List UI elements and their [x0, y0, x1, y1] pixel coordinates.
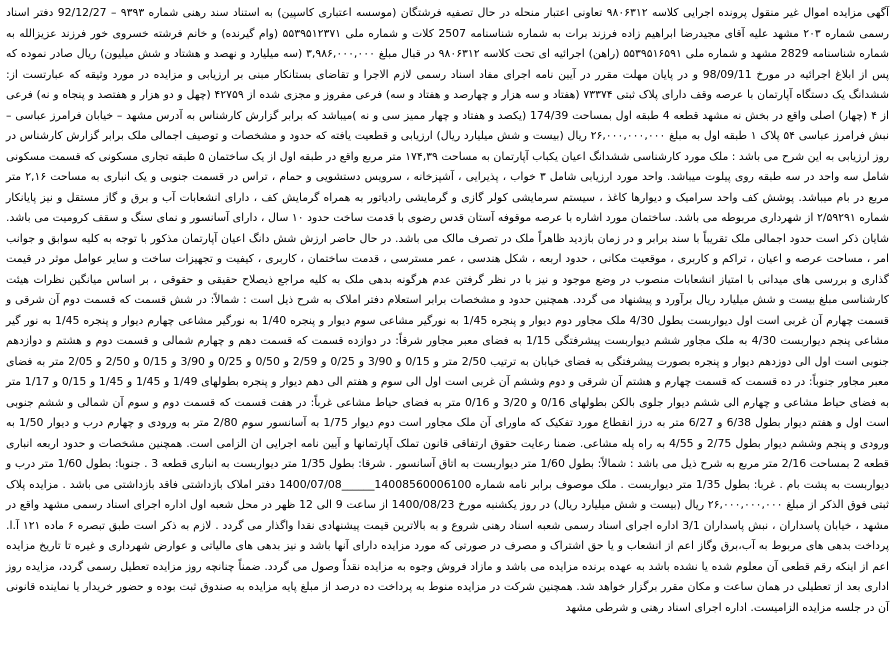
- auction-notice-text: آگهی مزایده اموال غیر منقول پرونده اجرایی کلاسه ۹۸۰۶۳۱۲ تعاونی اعتبار منحله در حال تصفیه فرشتگان (موسسه اعتباری کاسپین) به استناد سند رهنی شماره ۹۳۹۳ – 92/12/27 دفتر اسناد رسمی شماره ۲۰۳ مشهد علیه آقای مجیدرضا ابراهیم زاده فرزند برات به شماره شناسنامه 2507 کلات و شماره ملی ۵۵۳۹۵۱۲۳۷۱ (وام گیرنده) و خانم فرشته خسروی خور فرزند عزیزالله به شماره شناسنامه 2829 مشهد و شماره ملی ۵۵۳۹۵۱۶۵۹۱ (راهن) اجرائیه ای تحت کلاسه ۹۸۰۶۳۱۲ در قبال مبلغ ۳,۹۸۶,۰۰۰,۰۰۰ (سه میلیارد و نهصد و هشتاد و شش میلیون) ریال صادر نموده که پس از ابلاغ اجرائیه در مورخ 98/09/11 و در پایان مهلت مقرر در آیین نامه اجرای مفاد اسناد رسمی لازم الاجرا و تقاضای بستانکار مبنی بر ارزیابی و مزایده در مورد وثیقه که عبارتست از: ششدانگ یک دستگاه آپارتمان با عرصه وقف دارای پلاک ثبتی ۷۳۳۷۴ (هفتاد و سه هزار و چهارصد و هفتاد و سه) فرعی مفروز و مجزی شده از ۴۲۷۵۹ (چهل و دو هزار و هفتصد و پنجاه و نه) فرعی از ۴ (چهار) اصلی واقع در بخش نه مشهد قطعه 4 طبقه اول بمساحت 174/39 (یکصد و هفتاد و چهار ممیز سی و نه )میباشد که برابر گزارش کارشناس به آدرس مشهد – خیابان فرامرز عباسی – نبش فرامرز عباسی ۵۴ پلاک ۱ طبقه اول به مبلغ ۲۶,۰۰۰,۰۰۰,۰۰۰ ریال (بیست و شش میلیارد ریال) ارزیابی و قطعیت یافته که حدود و مشخصات و توصیف اجمالی ملک برابر گزارش کارشناس در روز ارزیابی به این شرح می باشد : ملک مورد کارشناسی ششدانگ اعیان یکباب آپارتمان به مساحت ۱۷۴,۳۹ متر مربع واقع در طبقه اول از یک ساختمان ۵ طبقه تجاری مسکونی که قسمت مسکونی شامل سه واحد در سه طبقه روی پیلوت میباشد. واحد مورد ارزیابی شامل ۳ خواب ، پذیرایی ، آشپزخانه ، سرویس دستشویی و حمام ، تراس در قسمت جنوبی و یک انباری به مساحت ۲,۱۶ متر مربع در بام میباشد. پوشش کف واحد سرامیک و دیوارها کاغذ ، سیستم سرمایشی کولر گازی و گرمایشی رادیاتور به همراه گرمایش کف ، دارای انشعابات آب و برق و گاز مستقل و نیز پایانکار شماره ۲/۵۹۲۹۱ از شهرداری مربوطه می باشد. ساختمان مورد اشاره با عرصه موقوفه آستان قدس رضوی با قدمت ساخت حدود ۱۰ سال ، دارای آسانسور و نمای سنگ و سقف کرومیت می باشد. شایان ذکر است حدود اجمالی ملک تقریباً با سند برابر و در زمان بازدید ظاهراً ملک در تصرف مالک می باشد. در حال حاضر ارزش شش دانگ اعیان آپارتمان مذکور با توجه به کلیه سوابق و جوانب امر ، مساحت عرصه و اعیان ، تراکم و کاربری ، موقعیت مکانی ، حدود اربعه ، شکل هندسی ، عمر مسترسی ، قدمت ساختمان ، کاربری ، کیفیت و تجهیزات ساخت و سایر عوامل موثر در قیمت گذاری و بررسی های میدانی با امتیاز انشعابات منصوب در وضع موجود و نیز با در نظر گرفتن عدم هرگونه بدهی ملک به کلیه مراجع ذیصلاح حقیقی و حقوقی ، بر اساس میانگین نظرات هیئت کارشناسی مبلغ بیست و شش میلیارد ریال برآورد و پیشنهاد می گردد. همچنین حدود و مشخصات برابر استعلام دفتر املاک به شرح ذیل است : شمالاً: در شش قسمت که قسمت دوم آن شرقی و قسمت چهارم آن غربی است اول دیواربست بطول 4/30 ملک مجاور دوم دیوار و پنجره 1/45 به نورگیر مشاعی سوم دیوار و پنجره 1/40 به نورگیر مشاعی چهارم دیوار و پنجره 1/45 به نور گیر مشاعی پنجم دیواربست 4/30 به ملک مجاور ششم دیواربست پیشرفتگی 1/15 به فضای معبر مجاور شرقاً: در دوازده قسمت که قسمت دهم و چهارم شمالی و قسمت دوم و هشتم و دوازدهم جنوبی است اول الی دوزدهم دیوار و پنجره بصورت پیشرفتگی به فضای خیابان به ترتیب 2/50 متر و 0/15 و 3/90 و 0/25 و 2/59 و 0/50 و 0/25 و 3/90 و 0/15 و 2/50 و 2/05 متر به فضای معبر مجاور جنوباً: در ده قسمت که قسمت چهارم و هشتم آن شرقی و دوم وششم آن غربی است اول الی سوم و هفتم الی دهم دیوار و پنجره بطولهای 1/49 و 1/45 و 1/45 و 0/15 و 1/17 متر به فضای حیاط مشاعی و چهارم الی ششم دیوار جلوی بالکن بطولهای 0/16 و 3/20 و 0/16 متر به فضای حیاط مشاعی غرباً: در هفت قسمت که قسمت دوم و سوم آن شمالی و ششم جنوبی است اول و هفتم دیوار بطول 6/38 و 6/27 متر به درز انقطاع مورد تفکیک که ماورای آن ملک مجاور است دوم دیوار 1/75 به آسانسور سوم 2/80 متر به ورودی و چهارم درب و دیوار 1/50 به ورودی و پنجم وششم دیوار بطول 2/75 و 4/55 به راه پله مشاعی. ضمنا رعایت حقوق ارتفاقی قانون تملک آپارتمانها و آیین نامه اجرایی ان الزامی است. همچنین مشخصات و حدود اربعه انباری قطعه 2 بمساحت 2/16 متر مربع به شرح ذیل می باشد : شمالاً: بطول 1/60 متر دیواربست به اتاق آسانسور . شرقا: بطول 1/35 متر دیواربست به انباری قطعه 3 . جنوبا: بطول 1/60 متر درب و دیواربست به پشت بام . غربا: بطول 1/35 متر دیواربست . ملک موصوف برابر نامه شماره 14008560006100______1400/07/08 دفتر املاک بازداشتی فاقد بازداشتی می باشد . مزایده پلاک ثبتی فوق الذکر از مبلغ ۲۶,۰۰۰,۰۰۰,۰۰۰ ریال (بیست و شش میلیارد ریال) در روز یکشنبه مورخ 1400/08/23 از ساعت 9 الی 12 ظهر در محل شعبه اول اداره اجرای اسناد رسمی مشهد واقع در مشهد ، خیابان پاسداران ، نبش پاسداران 3/1 اداره اجرای اسناد رسمی شعبه اسناد رهنی شروع و به بالاترین قیمت پیشنهادی نقدا واگذار می گردد . لازم به ذکر است طبق تبصره ۶ ماده ۱۲۱ آ.ا. پرداخت بدهی های مربوط به آب،برق وگاز اعم از انشعاب و یا حق اشتراک و مصرف در صورتی که مورد مزایده دارای آنها باشد و نیز بدهی های مالیاتی و عوارض شهرداری و غیره تا تاریخ مزایده اعم از اینکه رقم قطعی آن معلوم شده یا نشده باشد به عهده برنده مزایده می باشد و مازاد فروش وجوه به مزایده نقداً وصول می گردد. ضمناً چنانچه روز مزایده تعطیل رسمی گردد، مزایده روز اداری بعد از تعطیلی در همان ساعت و مکان مقرر برگزار خواهد شد. همچنین شرکت در مزایده منوط به پرداخت ده درصد از مبلغ پایه مزایده به صندوق ثبت بوده و حضور خریدار یا نماینده قانونی آن در جلسه مزایده الزامیست. اداره اجرای اسناد رهنی و شرطی مشهد: [6, 6, 890, 614]
